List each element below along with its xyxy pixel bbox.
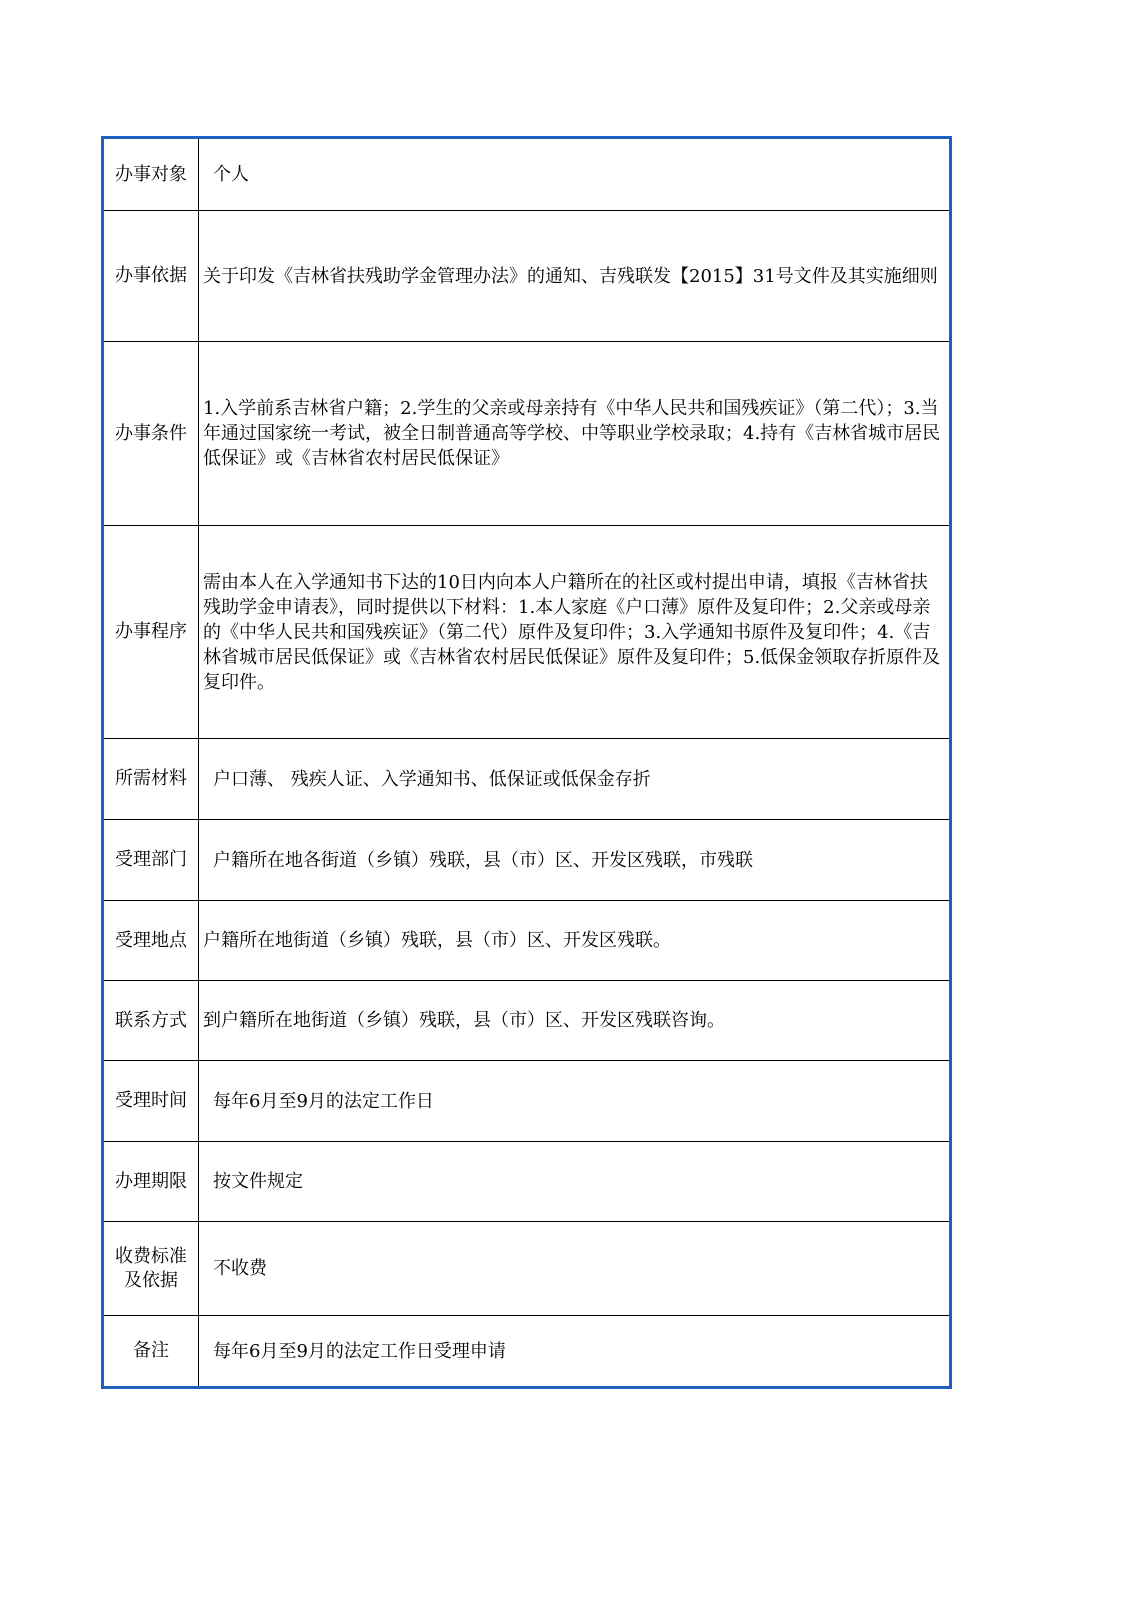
row-label: 备注 xyxy=(103,1316,199,1388)
table-row xyxy=(103,1142,951,1222)
service-info-table xyxy=(101,136,952,1389)
table-row xyxy=(103,526,951,739)
row-label: 受理地点 xyxy=(103,901,199,981)
row-label: 办事依据 xyxy=(103,211,199,342)
row-value: 户籍所在地街道（乡镇）残联，县（市）区、开发区残联。 xyxy=(199,901,951,981)
row-label: 办事条件 xyxy=(103,342,199,526)
row-value: 到户籍所在地街道（乡镇）残联，县（市）区、开发区残联咨询。 xyxy=(199,981,951,1061)
table-row xyxy=(103,901,951,981)
table-row xyxy=(103,1222,951,1316)
row-value: 不收费 xyxy=(199,1222,951,1316)
row-value: 个人 xyxy=(199,138,951,211)
table-row xyxy=(103,342,951,526)
table-row xyxy=(103,739,951,820)
row-value: 关于印发《吉林省扶残助学金管理办法》的通知、吉残联发【2015】31号文件及其实施细则 xyxy=(199,211,951,342)
table-row xyxy=(103,820,951,901)
table-row xyxy=(103,1061,951,1142)
row-value: 按文件规定 xyxy=(199,1142,951,1222)
row-value: 每年6月至9月的法定工作日 xyxy=(199,1061,951,1142)
table-row xyxy=(103,1316,951,1388)
row-value: 户籍所在地各街道（乡镇）残联，县（市）区、开发区残联，市残联 xyxy=(199,820,951,901)
row-label: 受理时间 xyxy=(103,1061,199,1142)
table-row xyxy=(103,981,951,1061)
table-row xyxy=(103,138,951,211)
row-label: 办理期限 xyxy=(103,1142,199,1222)
row-label: 办事对象 xyxy=(103,138,199,211)
row-value: 户口薄、 残疾人证、入学通知书、低保证或低保金存折 xyxy=(199,739,951,820)
row-label: 联系方式 xyxy=(103,981,199,1061)
row-value: 每年6月至9月的法定工作日受理申请 xyxy=(199,1316,951,1388)
row-label: 受理部门 xyxy=(103,820,199,901)
row-label: 办事程序 xyxy=(103,526,199,739)
row-value: 1.入学前系吉林省户籍；2.学生的父亲或母亲持有《中华人民共和国残疾证》（第二代）；3.当年通过国家统一考试，被全日制普通高等学校、中等职业学校录取；4.持有《吉林省城市居民低保证》或《吉林省农村居民低保证》 xyxy=(199,342,951,526)
table-row xyxy=(103,211,951,342)
row-value: 需由本人在入学通知书下达的10日内向本人户籍所在的社区或村提出申请，填报《吉林省扶残助学金申请表》，同时提供以下材料：1.本人家庭《户口薄》原件及复印件；2.父亲或母亲的《中华人民共和国残疾证》（第二代）原件及复印件；3.入学通知书原件及复印件；4.《吉林省城市居民低保证》或《吉林省农村居民低保证》原件及复印件；5.低保金领取存折原件及复印件。 xyxy=(199,526,951,739)
row-label: 所需材料 xyxy=(103,739,199,820)
row-label: 收费标准及依据 xyxy=(103,1222,199,1316)
